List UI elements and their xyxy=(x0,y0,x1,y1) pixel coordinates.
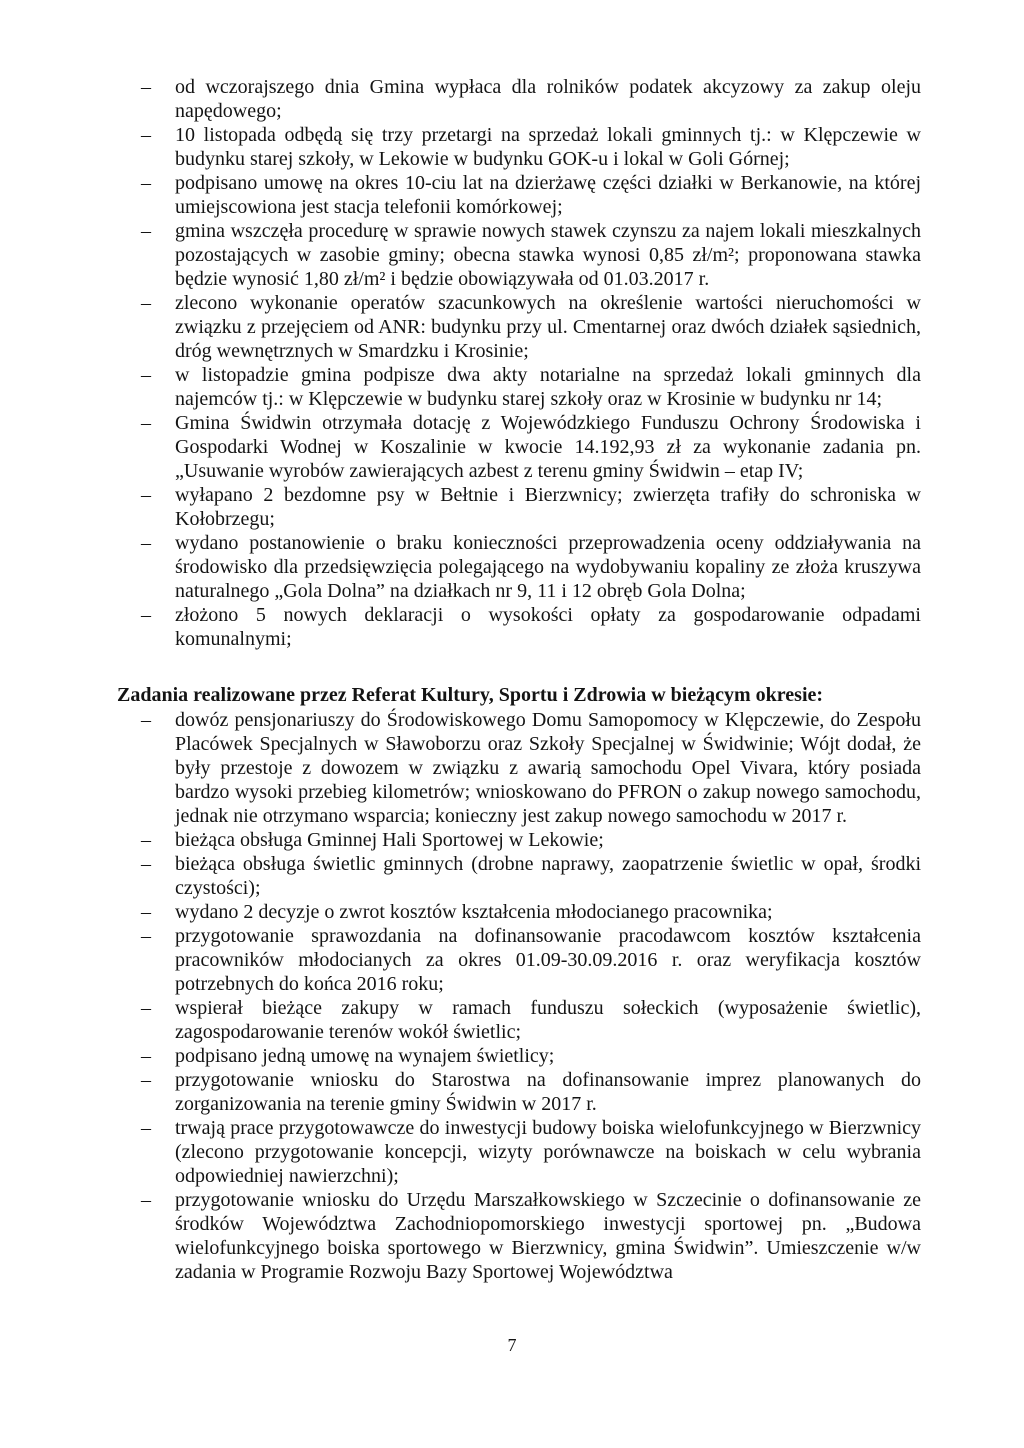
dash-marker: – xyxy=(141,925,151,947)
list-item-text: trwają prace przygotowawcze do inwestycji budowy boiska wielofunkcyjnego w Bierzwnicy (zlecono przygotowanie koncepcji, wizyty porównawcze na boiskach w celu wybrania odpowiedniej nawierzchni); xyxy=(175,1117,921,1187)
dash-marker: – xyxy=(141,292,151,314)
dash-marker: – xyxy=(141,604,151,626)
list-item-text: gmina wszczęła procedurę w sprawie nowych stawek czynszu za najem lokali mieszkalnych pozostających w zasobie gminy; obecna stawka wynosi 0,85 zł/m²; proponowana stawka będzie wynosić 1,80 zł/m² i będzie obowiązywała od 01.03.2017 r. xyxy=(175,220,921,290)
list-item-text: 10 listopada odbędą się trzy przetargi na sprzedaż lokali gminnych tj.: w Klępczewie w budynku starej szkoły, w Lekowie w budynku GOK-u i lokal w Goli Górnej; xyxy=(175,124,921,170)
dash-marker: – xyxy=(141,1069,151,1091)
section-1-list xyxy=(117,75,921,651)
list-item xyxy=(117,852,921,900)
list-item-text: dowóz pensjonariuszy do Środowiskowego Domu Samopomocy w Klępczewie, do Zespołu Placówek Specjalnych w Sławoborzu oraz Szkoły Specjalnej w Świdwinie; Wójt dodał, że były przestoje z dowozem w związku z awarią samochodu Opel Vivara, który posiada bardzo wysoki przebieg kilometrów; wnioskowano do PFRON o zakup nowego samochodu, jednak nie otrzymano wsparcia; konieczny jest zakup nowego samochodu w 2017 r. xyxy=(175,709,921,827)
list-item xyxy=(117,291,921,363)
list-item xyxy=(117,1116,921,1188)
list-item-text: wydano 2 decyzje o zwrot kosztów kształcenia młodocianego pracownika; xyxy=(175,901,773,923)
dash-marker: – xyxy=(141,901,151,923)
section-2-list xyxy=(117,708,921,1284)
dash-marker: – xyxy=(141,1117,151,1139)
dash-marker: – xyxy=(141,829,151,851)
list-item xyxy=(117,828,921,852)
list-item-text: bieżąca obsługa Gminnej Hali Sportowej w Lekowie; xyxy=(175,829,604,851)
list-item xyxy=(117,1068,921,1116)
dash-marker: – xyxy=(141,220,151,242)
dash-marker: – xyxy=(141,532,151,554)
list-item xyxy=(117,603,921,651)
dash-marker: – xyxy=(141,997,151,1019)
list-item-text: wspierał bieżące zakupy w ramach funduszu sołeckich (wyposażenie świetlic), zagospodarowanie terenów wokół świetlic; xyxy=(175,997,921,1043)
dash-marker: – xyxy=(141,412,151,434)
dash-marker: – xyxy=(141,709,151,731)
dash-marker: – xyxy=(141,484,151,506)
list-item-text: przygotowanie sprawozdania na dofinansowanie pracodawcom kosztów kształcenia pracowników młodocianych za okres 01.09-30.09.2016 r. oraz weryfikacja kosztów potrzebnych do końca 2016 roku; xyxy=(175,925,921,995)
list-item-text: zlecono wykonanie operatów szacunkowych na określenie wartości nieruchomości w związku z przejęciem od ANR: budynku przy ul. Cmentarnej oraz dwóch działek sąsiednich, dróg wewnętrznych w Smardzku i Krosinie; xyxy=(175,292,921,362)
list-item-text: podpisano umowę na okres 10-ciu lat na dzierżawę części działki w Berkanowie, na której umiejscowiona jest stacja telefonii komórkowej; xyxy=(175,172,921,218)
section-heading: Zadania realizowane przez Referat Kultury, Sportu i Zdrowia w bieżącym okresie: xyxy=(117,684,824,706)
list-item-text: w listopadzie gmina podpisze dwa akty notarialne na sprzedaż lokali gminnych dla najemców tj.: w Klępczewie w budynku starej szkoły oraz w Krosinie w budynku nr 14; xyxy=(175,364,921,410)
list-item xyxy=(117,363,921,411)
list-item xyxy=(117,900,921,924)
dash-marker: – xyxy=(141,172,151,194)
list-item xyxy=(117,411,921,483)
list-item-text: przygotowanie wniosku do Starostwa na dofinansowanie imprez planowanych do zorganizowania na terenie gminy Świdwin w 2017 r. xyxy=(175,1069,921,1115)
list-item-text: przygotowanie wniosku do Urzędu Marszałkowskiego w Szczecinie o dofinansowanie ze środków Województwa Zachodniopomorskiego inwestycji sportowej pn. „Budowa wielofunkcyjnego boiska sportowego w Bierzwnicy, gmina Świdwin”. Umieszczenie w/w zadania w Programie Rozwoju Bazy Sportowej Województwa xyxy=(175,1189,921,1283)
list-item xyxy=(117,924,921,996)
list-item xyxy=(117,219,921,291)
dash-marker: – xyxy=(141,124,151,146)
dash-marker: – xyxy=(141,853,151,875)
list-item-text: złożono 5 nowych deklaracji o wysokości opłaty za gospodarowanie odpadami komunalnymi; xyxy=(175,604,921,650)
list-item xyxy=(117,483,921,531)
list-item xyxy=(117,708,921,828)
list-item xyxy=(117,75,921,123)
list-item xyxy=(117,996,921,1044)
list-item-text: wydano postanowienie o braku konieczności przeprowadzenia oceny oddziaływania na środowisko dla przedsięwzięcia polegającego na wydobywaniu kopaliny ze złoża kruszywa naturalnego „Gola Dolna” na działkach nr 9, 11 i 12 obręb Gola Dolna; xyxy=(175,532,921,602)
list-item xyxy=(117,123,921,171)
list-item-text: podpisano jedną umowę na wynajem świetlicy; xyxy=(175,1045,555,1067)
list-item xyxy=(117,1044,921,1068)
list-item xyxy=(117,1188,921,1284)
list-item xyxy=(117,531,921,603)
list-item-text: bieżąca obsługa świetlic gminnych (drobne naprawy, zaopatrzenie świetlic w opał, środki czystości); xyxy=(175,853,921,899)
dash-marker: – xyxy=(141,76,151,98)
dash-marker: – xyxy=(141,1045,151,1067)
list-item-text: wyłapano 2 bezdomne psy w Bełtnie i Bierzwnicy; zwierzęta trafiły do schroniska w Kołobrzegu; xyxy=(175,484,921,530)
list-item-text: Gmina Świdwin otrzymała dotację z Wojewódzkiego Funduszu Ochrony Środowiska i Gospodarki Wodnej w Koszalinie w kwocie 14.192,93 zł za wykonanie zadania pn. „Usuwanie wyrobów zawierających azbest z terenu gminy Świdwin – etap IV; xyxy=(175,412,921,482)
page-number: 7 xyxy=(507,1335,517,1355)
list-item xyxy=(117,171,921,219)
dash-marker: – xyxy=(141,1189,151,1211)
dash-marker: – xyxy=(141,364,151,386)
list-item-text: od wczorajszego dnia Gmina wypłaca dla rolników podatek akcyzowy za zakup oleju napędowego; xyxy=(175,76,921,122)
